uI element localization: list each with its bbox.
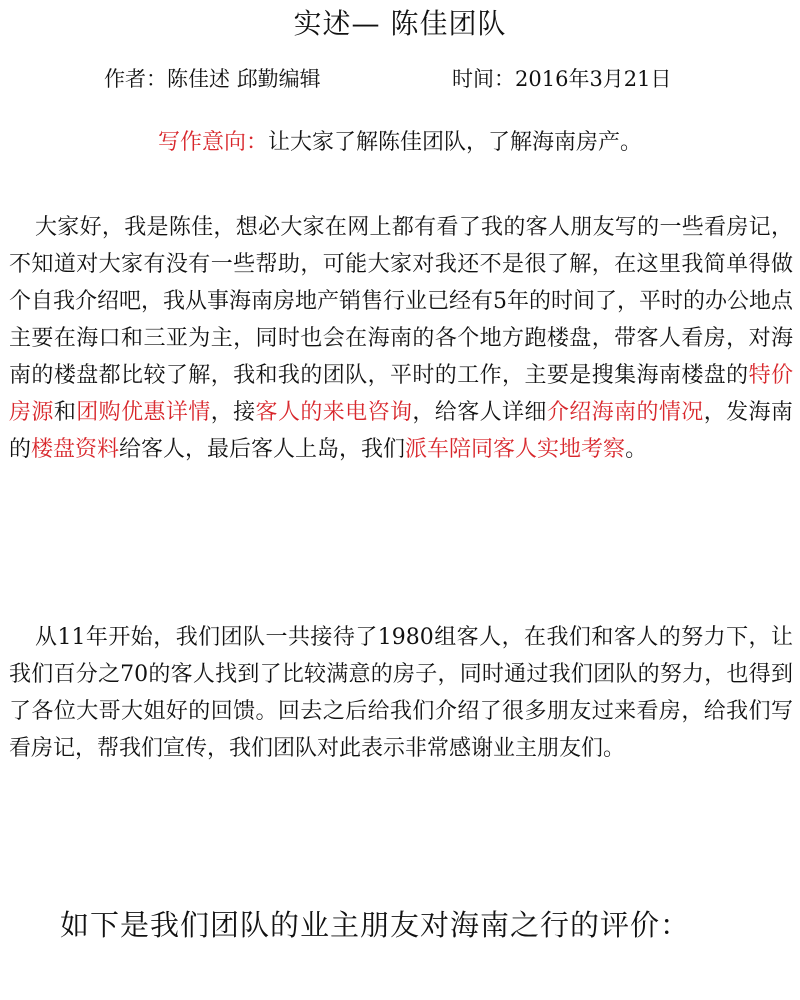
author-line: 作者：陈佳述 邱勤编辑: [104, 67, 321, 91]
para1-text-2: 和: [53, 400, 77, 425]
para1-text-7: 。: [625, 437, 648, 462]
para1-text-5: ，发海南的: [9, 400, 793, 462]
date-line: 时间：2016年3月21日: [452, 67, 672, 91]
para1-text-4: ，给客人详细: [412, 400, 547, 425]
document-title: 实述— 陈佳团队: [293, 7, 507, 40]
para1-text-1: 大家好，我是陈佳，想必大家在网上都有看了我的客人朋友写的一些看房记，不知道对大家有没有一些帮助，可能大家对我还不是很了解，在这里我简单得做个自我介绍吧，我从事海南房地产销售行业已经有5年的时间了，平时的办公地点主要在海口和三亚为主，同时也会在海南的各个地方跑楼盘，带客人看房，对海南的楼盘都比较了解，我和我的团队，平时的工作，主要是搜集海南楼盘的: [9, 215, 793, 388]
closing-heading: 如下是我们团队的业主朋友对海南之行的评价：: [60, 908, 691, 942]
highlight-hainan-intro: 介绍海南的情况: [546, 400, 704, 425]
highlight-site-visit: 派车陪同客人实地考察: [405, 437, 626, 462]
intent-label: 写作意向：: [157, 130, 268, 155]
highlight-customer-inquiries: 客人的来电咨询: [255, 400, 413, 425]
para1-text-3: ，接: [210, 400, 256, 425]
highlight-group-discount: 团购优惠详情: [76, 400, 211, 425]
writing-intent: [0, 126, 800, 160]
intro-paragraph: [9, 209, 793, 468]
highlight-special-listings: 特价房源: [9, 363, 793, 425]
para1-text-6: 给客人，最后客人上岛，我们: [119, 437, 406, 462]
history-paragraph: 从11年开始，我们团队一共接待了1980组客人，在我们和客人的努力下，让我们百分之70的客人找到了比较满意的房子，同时通过我们团队的努力，也得到了各位大哥大姐好的回馈。回去之后给我们介绍了很多朋友过来看房，给我们写看房记，帮我们宣传，我们团队对此表示非常感谢业主朋友们。: [9, 625, 793, 761]
intent-text: 让大家了解陈佳团队，了解海南房产。: [268, 130, 643, 155]
highlight-property-materials: 楼盘资料: [31, 437, 120, 462]
